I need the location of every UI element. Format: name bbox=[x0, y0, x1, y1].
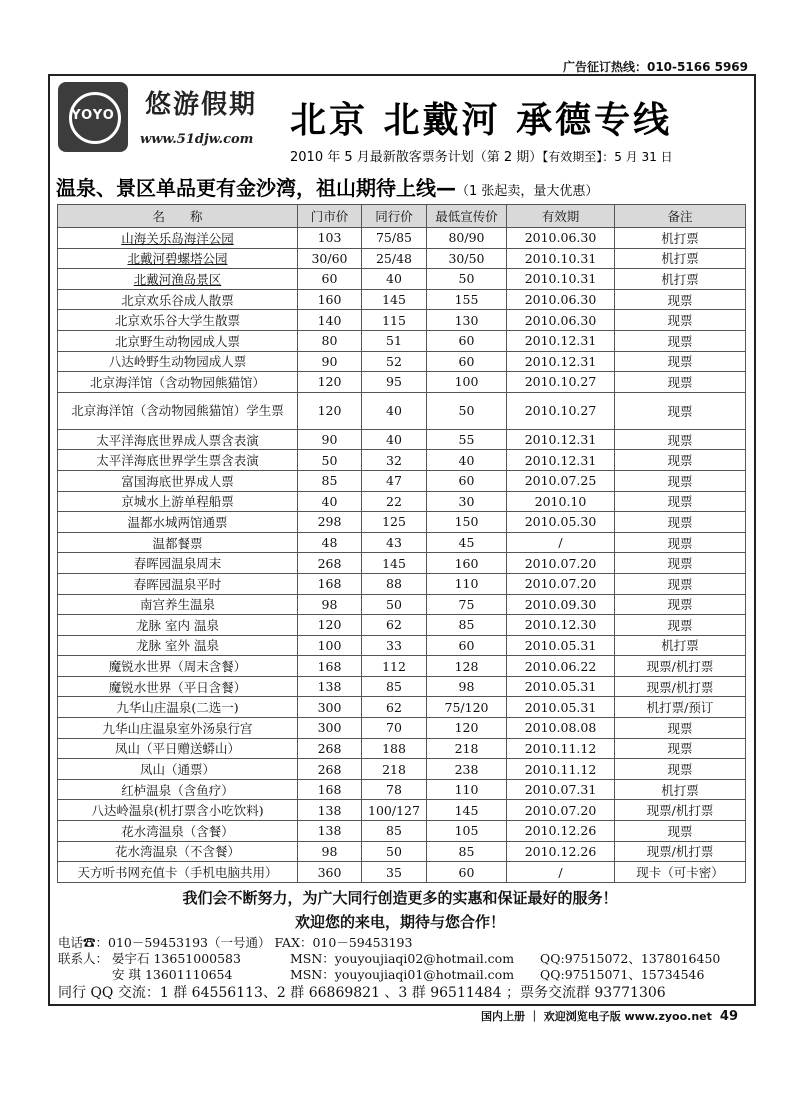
page-subtitle bbox=[290, 146, 673, 165]
contact-msn-1: MSN：youyoujiaqi02@hotmail.com bbox=[290, 951, 515, 966]
table-cell-retail: 60 bbox=[298, 269, 362, 290]
table-cell-valid: 2010.12.31 bbox=[507, 330, 615, 351]
table-cell-note: 现票 bbox=[615, 392, 746, 429]
table-cell-note: 现票/机打票 bbox=[615, 656, 746, 677]
attraction-name: 太平洋海底世界成人票含表演 bbox=[96, 432, 259, 448]
table-cell-name bbox=[58, 392, 298, 429]
table-row bbox=[58, 470, 746, 491]
table-row bbox=[58, 372, 746, 393]
table-row bbox=[58, 351, 746, 372]
table-cell-valid: 2010.05.31 bbox=[507, 697, 615, 718]
table-cell-peer: 33 bbox=[362, 635, 427, 656]
attraction-name: 龙脉 室内 温泉 bbox=[136, 617, 219, 633]
table-cell-min: 75 bbox=[427, 594, 507, 615]
attraction-name: 魔锐水世界（周末含餐） bbox=[108, 659, 247, 675]
table-cell-name bbox=[58, 615, 298, 636]
table-row bbox=[58, 289, 746, 310]
table-row bbox=[58, 248, 746, 269]
attraction-name: 凤山（平日赠送蟒山） bbox=[114, 741, 240, 757]
table-cell-min: 130 bbox=[427, 310, 507, 331]
ticket-table bbox=[57, 204, 746, 883]
table-row bbox=[58, 841, 746, 862]
table-cell-name bbox=[58, 553, 298, 574]
table-cell-min: 50 bbox=[427, 269, 507, 290]
table-cell-peer: 40 bbox=[362, 269, 427, 290]
table-cell-min: 80/90 bbox=[427, 228, 507, 249]
table-cell-min: 110 bbox=[427, 779, 507, 800]
table-cell-retail: 300 bbox=[298, 718, 362, 739]
table-cell-note: 现票 bbox=[615, 491, 746, 512]
table-cell-note: 现票 bbox=[615, 718, 746, 739]
table-row bbox=[58, 656, 746, 677]
table-cell-note: 现票 bbox=[615, 512, 746, 533]
table-cell-min: 60 bbox=[427, 351, 507, 372]
table-cell-peer: 40 bbox=[362, 429, 427, 450]
table-cell-peer: 50 bbox=[362, 594, 427, 615]
table-row bbox=[58, 429, 746, 450]
table-cell-min: 40 bbox=[427, 450, 507, 471]
slogan-line-1: 我们会不断努力，为广大同行创造更多的实惠和保证最好的服务！ bbox=[182, 889, 618, 907]
table-cell-min: 128 bbox=[427, 656, 507, 677]
table-cell-retail: 138 bbox=[298, 676, 362, 697]
attraction-name: 南宫养生温泉 bbox=[139, 597, 215, 613]
attraction-name: 北京欢乐谷大学生散票 bbox=[114, 313, 240, 329]
table-cell-name bbox=[58, 269, 298, 290]
table-row bbox=[58, 553, 746, 574]
table-cell-retail: 98 bbox=[298, 841, 362, 862]
subtitle-text: 2010 年 5 月最新散客票务计划（第 2 期） bbox=[290, 150, 543, 165]
table-cell-peer: 25/48 bbox=[362, 248, 427, 269]
table-row bbox=[58, 269, 746, 290]
table-cell-retail: 48 bbox=[298, 532, 362, 553]
table-row bbox=[58, 635, 746, 656]
table-cell-name bbox=[58, 862, 298, 883]
table-cell-name bbox=[58, 635, 298, 656]
table-cell-note: 现票 bbox=[615, 289, 746, 310]
table-row bbox=[58, 759, 746, 780]
table-row bbox=[58, 821, 746, 842]
attraction-name: 山海关乐岛海洋公园 bbox=[121, 230, 234, 246]
attraction-name: 富国海底世界成人票 bbox=[121, 473, 234, 489]
attraction-name: 北戴河渔岛景区 bbox=[133, 271, 222, 287]
table-cell-valid: 2010.10.31 bbox=[507, 269, 615, 290]
table-cell-valid: 2010.05.31 bbox=[507, 635, 615, 656]
logo-text: YOYO bbox=[71, 108, 115, 123]
table-row bbox=[58, 594, 746, 615]
table-cell-peer: 145 bbox=[362, 289, 427, 310]
table-row bbox=[58, 228, 746, 249]
page-title: 北京 北戴河 承德专线 bbox=[290, 100, 673, 141]
table-cell-retail: 100 bbox=[298, 635, 362, 656]
table-row bbox=[58, 392, 746, 429]
table-cell-min: 145 bbox=[427, 800, 507, 821]
table-row bbox=[58, 779, 746, 800]
table-cell-peer: 47 bbox=[362, 470, 427, 491]
table-cell-peer: 85 bbox=[362, 676, 427, 697]
table-cell-valid: 2010.07.20 bbox=[507, 553, 615, 574]
table-cell-note: 现票 bbox=[615, 615, 746, 636]
table-row bbox=[58, 697, 746, 718]
table-cell-valid: 2010.10.31 bbox=[507, 248, 615, 269]
table-cell-name bbox=[58, 372, 298, 393]
table-cell-retail: 168 bbox=[298, 779, 362, 800]
table-cell-peer: 78 bbox=[362, 779, 427, 800]
table-cell-min: 60 bbox=[427, 470, 507, 491]
table-cell-min: 150 bbox=[427, 512, 507, 533]
attraction-name: 北京野生动物园成人票 bbox=[114, 333, 240, 349]
table-cell-note: 机打票/预订 bbox=[615, 697, 746, 718]
table-cell-note: 现票 bbox=[615, 738, 746, 759]
table-cell-name bbox=[58, 718, 298, 739]
table-cell-valid: 2010.06.30 bbox=[507, 310, 615, 331]
table-cell-min: 238 bbox=[427, 759, 507, 780]
table-cell-name bbox=[58, 248, 298, 269]
table-row bbox=[58, 738, 746, 759]
table-cell-retail: 40 bbox=[298, 491, 362, 512]
table-cell-note: 现票 bbox=[615, 553, 746, 574]
table-cell-retail: 98 bbox=[298, 594, 362, 615]
table-cell-peer: 43 bbox=[362, 532, 427, 553]
attraction-name: 龙脉 室外 温泉 bbox=[136, 638, 219, 654]
table-cell-note: 现票 bbox=[615, 470, 746, 491]
table-cell-retail: 168 bbox=[298, 573, 362, 594]
table-cell-min: 85 bbox=[427, 841, 507, 862]
table-cell-peer: 218 bbox=[362, 759, 427, 780]
table-row bbox=[58, 718, 746, 739]
table-cell-name bbox=[58, 573, 298, 594]
table-cell-name bbox=[58, 800, 298, 821]
table-cell-retail: 298 bbox=[298, 512, 362, 533]
table-cell-valid: 2010.12.31 bbox=[507, 429, 615, 450]
table-cell-valid: 2010.10 bbox=[507, 491, 615, 512]
table-cell-name bbox=[58, 697, 298, 718]
attraction-name: 八达岭野生动物园成人票 bbox=[108, 354, 247, 370]
table-cell-valid: 2010.11.12 bbox=[507, 738, 615, 759]
table-cell-note: 现票 bbox=[615, 372, 746, 393]
table-cell-min: 75/120 bbox=[427, 697, 507, 718]
table-cell-valid: 2010.12.30 bbox=[507, 615, 615, 636]
table-cell-min: 55 bbox=[427, 429, 507, 450]
column-header: 名 称 bbox=[58, 205, 298, 228]
table-cell-peer: 112 bbox=[362, 656, 427, 677]
promo-text: 温泉、景区单品更有金沙湾，祖山期待上线— bbox=[56, 176, 456, 200]
column-header: 有效期 bbox=[507, 205, 615, 228]
attraction-name: 红栌温泉（含鱼疗） bbox=[121, 782, 234, 798]
contact-msn-2: MSN：youyoujiaqi01@hotmail.com bbox=[290, 967, 515, 982]
table-cell-retail: 30/60 bbox=[298, 248, 362, 269]
table-cell-note: 现票/机打票 bbox=[615, 800, 746, 821]
table-row bbox=[58, 800, 746, 821]
table-cell-note: 现票 bbox=[615, 429, 746, 450]
table-cell-peer: 40 bbox=[362, 392, 427, 429]
brand-name: 悠游假期 bbox=[145, 90, 258, 120]
ticket-table-wrap bbox=[57, 204, 745, 883]
table-cell-peer: 70 bbox=[362, 718, 427, 739]
attraction-name: 春晖园温泉周末 bbox=[133, 556, 222, 572]
table-cell-retail: 85 bbox=[298, 470, 362, 491]
contact-person-label: 联系人： bbox=[58, 951, 109, 966]
table-cell-name bbox=[58, 759, 298, 780]
table-cell-name bbox=[58, 429, 298, 450]
table-cell-retail: 103 bbox=[298, 228, 362, 249]
table-row bbox=[58, 491, 746, 512]
table-cell-note: 现票 bbox=[615, 450, 746, 471]
table-cell-peer: 115 bbox=[362, 310, 427, 331]
table-row bbox=[58, 532, 746, 553]
table-cell-retail: 360 bbox=[298, 862, 362, 883]
table-header-row bbox=[58, 205, 746, 228]
attraction-name: 天方听书网充值卡（手机电脑共用） bbox=[77, 865, 278, 881]
table-cell-retail: 168 bbox=[298, 656, 362, 677]
table-cell-retail: 120 bbox=[298, 392, 362, 429]
table-cell-peer: 85 bbox=[362, 821, 427, 842]
column-header: 最低宣传价 bbox=[427, 205, 507, 228]
table-cell-valid: 2010.07.20 bbox=[507, 573, 615, 594]
table-cell-valid: / bbox=[507, 532, 615, 553]
table-cell-retail: 268 bbox=[298, 553, 362, 574]
table-cell-name bbox=[58, 310, 298, 331]
table-cell-name bbox=[58, 594, 298, 615]
table-row bbox=[58, 615, 746, 636]
table-cell-peer: 22 bbox=[362, 491, 427, 512]
table-cell-valid: 2010.07.20 bbox=[507, 800, 615, 821]
table-cell-retail: 50 bbox=[298, 450, 362, 471]
table-cell-note: 机打票 bbox=[615, 269, 746, 290]
table-cell-peer: 145 bbox=[362, 553, 427, 574]
table-cell-valid: 2010.12.31 bbox=[507, 450, 615, 471]
contact-qq-1: QQ:97515072、1378016450 bbox=[540, 951, 721, 966]
table-cell-retail: 140 bbox=[298, 310, 362, 331]
table-cell-note: 机打票 bbox=[615, 228, 746, 249]
table-cell-min: 120 bbox=[427, 718, 507, 739]
table-cell-name bbox=[58, 289, 298, 310]
attraction-name: 八达岭温泉(机打票含小吃饮料) bbox=[91, 803, 264, 819]
attraction-name: 北戴河碧螺塔公园 bbox=[127, 251, 228, 267]
attraction-name: 北京欢乐谷成人散票 bbox=[121, 292, 234, 308]
table-cell-note: 现票/机打票 bbox=[615, 676, 746, 697]
table-cell-retail: 138 bbox=[298, 800, 362, 821]
attraction-name: 京城水上游单程船票 bbox=[121, 494, 234, 510]
table-cell-min: 218 bbox=[427, 738, 507, 759]
table-cell-retail: 80 bbox=[298, 330, 362, 351]
column-header: 备注 bbox=[615, 205, 746, 228]
table-cell-min: 105 bbox=[427, 821, 507, 842]
table-cell-name bbox=[58, 676, 298, 697]
table-cell-name bbox=[58, 470, 298, 491]
table-cell-valid: 2010.11.12 bbox=[507, 759, 615, 780]
table-cell-valid: 2010.06.30 bbox=[507, 228, 615, 249]
table-cell-name bbox=[58, 738, 298, 759]
table-cell-peer: 125 bbox=[362, 512, 427, 533]
table-cell-peer: 35 bbox=[362, 862, 427, 883]
table-cell-peer: 52 bbox=[362, 351, 427, 372]
page-number: 49 bbox=[719, 1009, 738, 1024]
table-cell-note: 现票 bbox=[615, 330, 746, 351]
table-cell-name bbox=[58, 450, 298, 471]
table-cell-valid: 2010.08.08 bbox=[507, 718, 615, 739]
attraction-name: 九华山庄温泉(二选一) bbox=[116, 700, 239, 716]
table-row bbox=[58, 862, 746, 883]
attraction-name: 花水湾温泉（不含餐） bbox=[114, 844, 240, 860]
table-row bbox=[58, 330, 746, 351]
table-cell-min: 160 bbox=[427, 553, 507, 574]
table-cell-name bbox=[58, 228, 298, 249]
attraction-name: 花水湾温泉（含餐） bbox=[121, 823, 234, 839]
table-cell-retail: 120 bbox=[298, 372, 362, 393]
table-cell-peer: 50 bbox=[362, 841, 427, 862]
table-cell-name bbox=[58, 841, 298, 862]
attraction-name: 凤山（通票） bbox=[139, 762, 215, 778]
table-cell-min: 60 bbox=[427, 635, 507, 656]
table-cell-valid: 2010.10.27 bbox=[507, 372, 615, 393]
table-cell-note: 现票 bbox=[615, 759, 746, 780]
table-cell-retail: 90 bbox=[298, 429, 362, 450]
table-cell-name bbox=[58, 656, 298, 677]
table-cell-min: 110 bbox=[427, 573, 507, 594]
table-cell-peer: 75/85 bbox=[362, 228, 427, 249]
column-header: 门市价 bbox=[298, 205, 362, 228]
table-cell-min: 30/50 bbox=[427, 248, 507, 269]
table-cell-min: 85 bbox=[427, 615, 507, 636]
ad-hotline: 广告征订热线：010-5166 5969 bbox=[562, 60, 748, 74]
attraction-name: 太平洋海底世界学生票含表演 bbox=[96, 453, 259, 469]
table-cell-note: 机打票 bbox=[615, 635, 746, 656]
table-cell-note: 现票 bbox=[615, 532, 746, 553]
table-cell-name bbox=[58, 512, 298, 533]
table-cell-peer: 188 bbox=[362, 738, 427, 759]
table-cell-valid: 2010.06.22 bbox=[507, 656, 615, 677]
table-cell-valid: 2010.12.31 bbox=[507, 351, 615, 372]
attraction-name: 魔锐水世界（平日含餐） bbox=[108, 679, 247, 695]
table-row bbox=[58, 310, 746, 331]
attraction-name: 温都餐票 bbox=[152, 535, 203, 551]
qq-groups: 同行 QQ 交流：1 群 64556113、2 群 66869821 、3 群 96511484 ；票务交流群 93771306 bbox=[58, 985, 666, 1001]
slogan-line-2: 欢迎您的来电，期待与您合作！ bbox=[294, 913, 505, 931]
table-cell-note: 现票 bbox=[615, 310, 746, 331]
table-cell-valid: 2010.12.26 bbox=[507, 821, 615, 842]
promo-note: （1 张起卖，量大优惠） bbox=[456, 184, 599, 199]
table-cell-retail: 268 bbox=[298, 738, 362, 759]
table-cell-valid: 2010.10.27 bbox=[507, 392, 615, 429]
column-header: 同行价 bbox=[362, 205, 427, 228]
table-cell-note: 机打票 bbox=[615, 779, 746, 800]
table-cell-name bbox=[58, 491, 298, 512]
table-cell-retail: 160 bbox=[298, 289, 362, 310]
table-row bbox=[58, 676, 746, 697]
table-row bbox=[58, 512, 746, 533]
attraction-name: 北京海洋馆（含动物园熊猫馆）学生票 bbox=[71, 402, 284, 418]
table-cell-note: 机打票 bbox=[615, 248, 746, 269]
table-cell-note: 现票 bbox=[615, 573, 746, 594]
table-cell-note: 现票/机打票 bbox=[615, 841, 746, 862]
table-cell-note: 现票 bbox=[615, 821, 746, 842]
table-cell-peer: 32 bbox=[362, 450, 427, 471]
table-cell-valid: 2010.07.31 bbox=[507, 779, 615, 800]
table-cell-name bbox=[58, 351, 298, 372]
table-cell-min: 155 bbox=[427, 289, 507, 310]
attraction-name: 北京海洋馆（含动物园熊猫馆） bbox=[89, 374, 265, 390]
contact-person-2: 安 琪 13601110654 bbox=[112, 967, 233, 982]
table-body bbox=[58, 228, 746, 883]
table-cell-peer: 100/127 bbox=[362, 800, 427, 821]
contact-qq-2: QQ:97515071、15734546 bbox=[540, 967, 705, 982]
table-cell-note: 现票 bbox=[615, 351, 746, 372]
table-cell-retail: 268 bbox=[298, 759, 362, 780]
table-cell-peer: 51 bbox=[362, 330, 427, 351]
table-cell-min: 50 bbox=[427, 392, 507, 429]
table-row bbox=[58, 450, 746, 471]
yoyo-logo bbox=[58, 82, 128, 152]
table-cell-min: 45 bbox=[427, 532, 507, 553]
attraction-name: 春晖园温泉平时 bbox=[133, 576, 222, 592]
table-cell-name bbox=[58, 330, 298, 351]
table-cell-name bbox=[58, 821, 298, 842]
table-cell-min: 100 bbox=[427, 372, 507, 393]
table-cell-min: 60 bbox=[427, 330, 507, 351]
table-cell-retail: 300 bbox=[298, 697, 362, 718]
footer-text: 国内上册 ｜ 欢迎浏览电子版 www.zyoo.net bbox=[481, 1010, 712, 1023]
table-cell-valid: 2010.05.30 bbox=[507, 512, 615, 533]
table-cell-note: 现票 bbox=[615, 594, 746, 615]
table-cell-retail: 138 bbox=[298, 821, 362, 842]
table-cell-peer: 88 bbox=[362, 573, 427, 594]
table-cell-valid: 2010.05.31 bbox=[507, 676, 615, 697]
table-cell-name bbox=[58, 779, 298, 800]
promo-banner bbox=[56, 172, 756, 201]
table-cell-peer: 62 bbox=[362, 697, 427, 718]
table-cell-valid: 2010.12.26 bbox=[507, 841, 615, 862]
table-row bbox=[58, 573, 746, 594]
brand-url: www.51djw.com bbox=[140, 132, 254, 147]
table-cell-min: 60 bbox=[427, 862, 507, 883]
table-cell-min: 30 bbox=[427, 491, 507, 512]
table-cell-peer: 95 bbox=[362, 372, 427, 393]
table-cell-valid: 2010.07.25 bbox=[507, 470, 615, 491]
page-footer bbox=[481, 1008, 738, 1024]
attraction-name: 九华山庄温泉室外汤泉行宫 bbox=[102, 720, 253, 736]
table-cell-valid: / bbox=[507, 862, 615, 883]
table-cell-valid: 2010.09.30 bbox=[507, 594, 615, 615]
contact-person-1: 晏宇石 13651000583 bbox=[112, 951, 241, 966]
table-cell-valid: 2010.06.30 bbox=[507, 289, 615, 310]
table-cell-retail: 90 bbox=[298, 351, 362, 372]
table-cell-note: 现卡（可卡密） bbox=[615, 862, 746, 883]
table-cell-peer: 62 bbox=[362, 615, 427, 636]
table-cell-name bbox=[58, 532, 298, 553]
validity-text: 【有效期至】：5 月 31 日 bbox=[542, 150, 673, 164]
attraction-name: 温都水城两馆通票 bbox=[127, 514, 228, 530]
contact-phone: 电话☎：010－59453193（一号通） FAX：010－59453193 bbox=[58, 935, 413, 950]
table-cell-min: 98 bbox=[427, 676, 507, 697]
table-cell-retail: 120 bbox=[298, 615, 362, 636]
